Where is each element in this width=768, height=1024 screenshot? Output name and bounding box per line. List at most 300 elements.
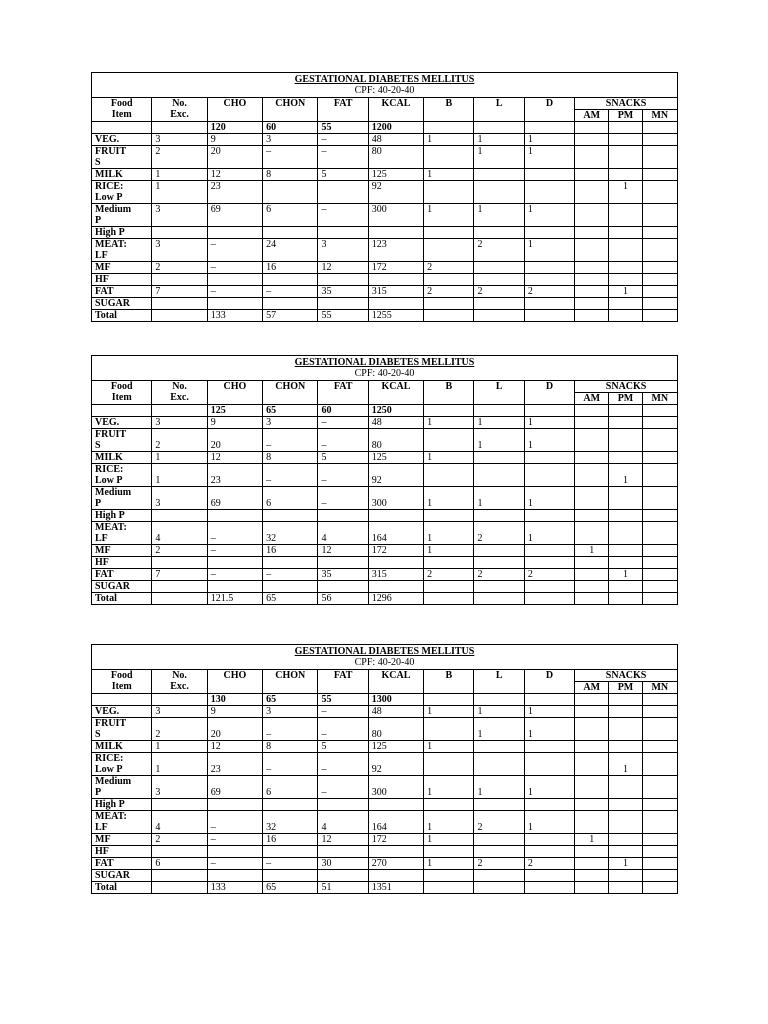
exc-cell: 1 bbox=[152, 181, 207, 204]
table-row bbox=[92, 811, 678, 834]
kcal-cell: 270 bbox=[368, 858, 423, 870]
cho-cell: 12 bbox=[207, 169, 262, 181]
chon-cell bbox=[263, 557, 318, 569]
pm-cell bbox=[609, 870, 642, 882]
b-cell bbox=[424, 310, 474, 322]
am-cell bbox=[575, 799, 609, 811]
fat-cell: 12 bbox=[318, 545, 368, 557]
l-cell: 2 bbox=[474, 522, 524, 545]
mn-cell bbox=[642, 239, 677, 262]
table-row bbox=[92, 227, 678, 239]
b-cell bbox=[424, 846, 474, 858]
kcal-cell bbox=[368, 846, 423, 858]
table-row bbox=[92, 870, 678, 882]
header-no-exc: No. Exc. bbox=[152, 381, 207, 405]
target-blank bbox=[575, 694, 609, 706]
header-lunch: L bbox=[474, 670, 524, 694]
d-cell: 1 bbox=[524, 417, 574, 429]
kcal-cell: 172 bbox=[368, 262, 423, 274]
table-row bbox=[92, 718, 678, 741]
cho-cell: 133 bbox=[207, 882, 262, 894]
exc-cell: 3 bbox=[152, 706, 207, 718]
target-blank bbox=[524, 405, 574, 417]
total-label: Total bbox=[92, 593, 152, 605]
exc-cell: 2 bbox=[152, 718, 207, 741]
chon-cell: 3 bbox=[263, 706, 318, 718]
fat-cell: – bbox=[318, 776, 368, 799]
kcal-cell bbox=[368, 227, 423, 239]
kcal-cell: 315 bbox=[368, 569, 423, 581]
kcal-cell: 80 bbox=[368, 718, 423, 741]
target-kcal: 1200 bbox=[368, 122, 423, 134]
l-cell: 2 bbox=[474, 239, 524, 262]
chon-cell: 16 bbox=[263, 545, 318, 557]
food-item-cell: High P bbox=[92, 799, 152, 811]
am-cell bbox=[575, 262, 609, 274]
b-cell: 1 bbox=[424, 741, 474, 753]
target-blank bbox=[152, 405, 207, 417]
am-cell bbox=[575, 753, 609, 776]
table-row bbox=[92, 776, 678, 799]
kcal-cell: 315 bbox=[368, 286, 423, 298]
exc-cell: 2 bbox=[152, 834, 207, 846]
cho-cell bbox=[207, 510, 262, 522]
b-cell: 2 bbox=[424, 569, 474, 581]
kcal-cell bbox=[368, 799, 423, 811]
total-label: Total bbox=[92, 310, 152, 322]
l-cell bbox=[474, 834, 524, 846]
d-cell bbox=[524, 464, 574, 487]
target-blank bbox=[152, 122, 207, 134]
cho-cell: 12 bbox=[207, 741, 262, 753]
exc-cell bbox=[152, 298, 207, 310]
total-row bbox=[92, 882, 678, 894]
exc-cell: 3 bbox=[152, 487, 207, 510]
mn-cell bbox=[642, 799, 677, 811]
chon-cell bbox=[263, 227, 318, 239]
header-fat: FAT bbox=[318, 98, 368, 122]
food-item-cell: MEAT: LF bbox=[92, 239, 152, 262]
mn-cell bbox=[642, 487, 677, 510]
kcal-cell bbox=[368, 557, 423, 569]
header-dinner: D bbox=[524, 381, 574, 405]
exc-cell: 1 bbox=[152, 452, 207, 464]
kcal-cell: 1351 bbox=[368, 882, 423, 894]
chon-cell: 6 bbox=[263, 487, 318, 510]
fat-cell: – bbox=[318, 134, 368, 146]
b-cell: 1 bbox=[424, 204, 474, 227]
mn-cell bbox=[642, 593, 677, 605]
food-item-cell: HF bbox=[92, 274, 152, 286]
b-cell: 2 bbox=[424, 262, 474, 274]
b-cell bbox=[424, 753, 474, 776]
exc-cell bbox=[152, 557, 207, 569]
fat-cell: – bbox=[318, 718, 368, 741]
kcal-cell: 164 bbox=[368, 522, 423, 545]
exc-cell bbox=[152, 510, 207, 522]
chon-cell: 8 bbox=[263, 169, 318, 181]
chon-cell: 32 bbox=[263, 522, 318, 545]
b-cell bbox=[424, 581, 474, 593]
l-cell: 2 bbox=[474, 569, 524, 581]
l-cell: 2 bbox=[474, 858, 524, 870]
fat-cell: 51 bbox=[318, 882, 368, 894]
exc-cell: 7 bbox=[152, 569, 207, 581]
header-chon: CHON bbox=[263, 670, 318, 694]
header-kcal: KCAL bbox=[368, 381, 423, 405]
chon-cell bbox=[263, 870, 318, 882]
chon-cell bbox=[263, 274, 318, 286]
l-cell bbox=[474, 882, 524, 894]
am-cell bbox=[575, 464, 609, 487]
fat-cell: 3 bbox=[318, 239, 368, 262]
fat-cell: – bbox=[318, 146, 368, 169]
exc-cell bbox=[152, 593, 207, 605]
fat-cell bbox=[318, 870, 368, 882]
cho-cell: 69 bbox=[207, 204, 262, 227]
pm-cell bbox=[609, 557, 642, 569]
l-cell: 1 bbox=[474, 429, 524, 452]
food-item-cell: FRUIT S bbox=[92, 429, 152, 452]
cho-cell: 9 bbox=[207, 134, 262, 146]
d-cell bbox=[524, 882, 574, 894]
d-cell bbox=[524, 181, 574, 204]
kcal-cell bbox=[368, 581, 423, 593]
pm-cell bbox=[609, 204, 642, 227]
d-cell bbox=[524, 557, 574, 569]
exc-cell: 1 bbox=[152, 741, 207, 753]
header-breakfast: B bbox=[424, 670, 474, 694]
mn-cell bbox=[642, 882, 677, 894]
pm-cell: 1 bbox=[609, 464, 642, 487]
header-food-item: Food Item bbox=[92, 381, 152, 405]
l-cell: 1 bbox=[474, 146, 524, 169]
food-item-cell: MILK bbox=[92, 741, 152, 753]
am-cell bbox=[575, 557, 609, 569]
mn-cell bbox=[642, 464, 677, 487]
chon-cell: 6 bbox=[263, 204, 318, 227]
b-cell bbox=[424, 882, 474, 894]
header-cho: CHO bbox=[207, 381, 262, 405]
b-cell: 2 bbox=[424, 286, 474, 298]
pm-cell: 1 bbox=[609, 181, 642, 204]
table-row bbox=[92, 858, 678, 870]
l-cell bbox=[474, 298, 524, 310]
kcal-cell: 300 bbox=[368, 487, 423, 510]
kcal-cell: 164 bbox=[368, 811, 423, 834]
l-cell bbox=[474, 545, 524, 557]
exc-cell bbox=[152, 274, 207, 286]
mn-cell bbox=[642, 510, 677, 522]
b-cell bbox=[424, 227, 474, 239]
target-kcal: 1250 bbox=[368, 405, 423, 417]
mn-cell bbox=[642, 776, 677, 799]
chon-cell: – bbox=[263, 146, 318, 169]
food-item-cell: SUGAR bbox=[92, 298, 152, 310]
exc-cell: 3 bbox=[152, 204, 207, 227]
b-cell bbox=[424, 557, 474, 569]
l-cell: 2 bbox=[474, 286, 524, 298]
d-cell: 1 bbox=[524, 811, 574, 834]
am-cell bbox=[575, 870, 609, 882]
l-cell: 1 bbox=[474, 487, 524, 510]
mn-cell bbox=[642, 274, 677, 286]
d-cell bbox=[524, 870, 574, 882]
l-cell bbox=[474, 452, 524, 464]
am-cell bbox=[575, 858, 609, 870]
table-title: GESTATIONAL DIABETES MELLITUS bbox=[92, 73, 678, 86]
b-cell bbox=[424, 181, 474, 204]
pm-cell bbox=[609, 846, 642, 858]
l-cell bbox=[474, 593, 524, 605]
kcal-cell: 172 bbox=[368, 834, 423, 846]
target-cho: 120 bbox=[207, 122, 262, 134]
am-cell bbox=[575, 706, 609, 718]
header-snacks: SNACKS bbox=[575, 381, 678, 393]
kcal-cell: 48 bbox=[368, 417, 423, 429]
cho-cell bbox=[207, 846, 262, 858]
mn-cell bbox=[642, 298, 677, 310]
mn-cell bbox=[642, 146, 677, 169]
d-cell bbox=[524, 510, 574, 522]
food-item-cell: FAT bbox=[92, 569, 152, 581]
target-chon: 65 bbox=[263, 405, 318, 417]
cho-cell: 69 bbox=[207, 776, 262, 799]
mn-cell bbox=[642, 706, 677, 718]
exc-cell: 1 bbox=[152, 753, 207, 776]
mn-cell bbox=[642, 286, 677, 298]
am-cell bbox=[575, 593, 609, 605]
header-breakfast: B bbox=[424, 381, 474, 405]
pm-cell bbox=[609, 310, 642, 322]
fat-cell: 5 bbox=[318, 452, 368, 464]
target-blank bbox=[474, 122, 524, 134]
exc-cell bbox=[152, 799, 207, 811]
chon-cell: – bbox=[263, 569, 318, 581]
target-cho: 130 bbox=[207, 694, 262, 706]
chon-cell: 8 bbox=[263, 741, 318, 753]
cho-cell bbox=[207, 557, 262, 569]
b-cell bbox=[424, 274, 474, 286]
l-cell: 1 bbox=[474, 417, 524, 429]
cho-cell: – bbox=[207, 522, 262, 545]
d-cell: 2 bbox=[524, 286, 574, 298]
cho-cell bbox=[207, 274, 262, 286]
table-row bbox=[92, 569, 678, 581]
l-cell: 1 bbox=[474, 134, 524, 146]
exc-cell: 1 bbox=[152, 464, 207, 487]
kcal-cell: 1255 bbox=[368, 310, 423, 322]
am-cell bbox=[575, 811, 609, 834]
b-cell bbox=[424, 146, 474, 169]
chon-cell: 3 bbox=[263, 134, 318, 146]
d-cell: 1 bbox=[524, 776, 574, 799]
l-cell bbox=[474, 274, 524, 286]
l-cell bbox=[474, 181, 524, 204]
cho-cell: – bbox=[207, 811, 262, 834]
cho-cell bbox=[207, 870, 262, 882]
table-row bbox=[92, 522, 678, 545]
b-cell: 1 bbox=[424, 706, 474, 718]
cho-cell: 9 bbox=[207, 417, 262, 429]
table-row bbox=[92, 286, 678, 298]
b-cell: 1 bbox=[424, 522, 474, 545]
chon-cell bbox=[263, 846, 318, 858]
meal-plan-table bbox=[91, 72, 678, 322]
am-cell: 1 bbox=[575, 834, 609, 846]
kcal-cell: 125 bbox=[368, 169, 423, 181]
exc-cell bbox=[152, 846, 207, 858]
pm-cell bbox=[609, 429, 642, 452]
header-cho: CHO bbox=[207, 98, 262, 122]
exc-cell: 1 bbox=[152, 169, 207, 181]
cho-cell: 23 bbox=[207, 464, 262, 487]
food-item-cell: MF bbox=[92, 545, 152, 557]
cho-cell: 20 bbox=[207, 429, 262, 452]
food-item-cell: FAT bbox=[92, 286, 152, 298]
d-cell: 1 bbox=[524, 134, 574, 146]
chon-cell bbox=[263, 298, 318, 310]
d-cell bbox=[524, 298, 574, 310]
mn-cell bbox=[642, 569, 677, 581]
cho-cell: – bbox=[207, 239, 262, 262]
chon-cell: 3 bbox=[263, 417, 318, 429]
header-no-exc: No. Exc. bbox=[152, 670, 207, 694]
d-cell: 1 bbox=[524, 204, 574, 227]
header-cho: CHO bbox=[207, 670, 262, 694]
d-cell bbox=[524, 593, 574, 605]
am-cell bbox=[575, 581, 609, 593]
d-cell: 2 bbox=[524, 858, 574, 870]
pm-cell: 1 bbox=[609, 286, 642, 298]
table-row bbox=[92, 464, 678, 487]
b-cell: 1 bbox=[424, 417, 474, 429]
chon-cell: 6 bbox=[263, 776, 318, 799]
kcal-cell bbox=[368, 510, 423, 522]
fat-cell bbox=[318, 557, 368, 569]
am-cell bbox=[575, 510, 609, 522]
food-item-cell: Medium P bbox=[92, 487, 152, 510]
chon-cell: 32 bbox=[263, 811, 318, 834]
b-cell bbox=[424, 870, 474, 882]
table-row bbox=[92, 239, 678, 262]
fat-cell: 12 bbox=[318, 834, 368, 846]
food-item-cell: HF bbox=[92, 846, 152, 858]
table-row bbox=[92, 834, 678, 846]
table-row bbox=[92, 204, 678, 227]
chon-cell: 16 bbox=[263, 834, 318, 846]
target-blank bbox=[642, 405, 677, 417]
kcal-cell: 300 bbox=[368, 204, 423, 227]
header-fat: FAT bbox=[318, 381, 368, 405]
pm-cell bbox=[609, 593, 642, 605]
fat-cell: 5 bbox=[318, 169, 368, 181]
cho-cell: – bbox=[207, 858, 262, 870]
meal-plan-table bbox=[91, 355, 678, 605]
total-row bbox=[92, 310, 678, 322]
cho-cell: 23 bbox=[207, 753, 262, 776]
kcal-cell: 80 bbox=[368, 146, 423, 169]
l-cell bbox=[474, 799, 524, 811]
fat-cell: 56 bbox=[318, 593, 368, 605]
target-fat: 60 bbox=[318, 405, 368, 417]
pm-cell: 1 bbox=[609, 569, 642, 581]
mn-cell bbox=[642, 204, 677, 227]
mn-cell bbox=[642, 846, 677, 858]
header-food-item: Food Item bbox=[92, 98, 152, 122]
pm-cell bbox=[609, 811, 642, 834]
chon-cell: – bbox=[263, 429, 318, 452]
chon-cell: – bbox=[263, 464, 318, 487]
cho-cell bbox=[207, 581, 262, 593]
d-cell bbox=[524, 581, 574, 593]
d-cell: 2 bbox=[524, 569, 574, 581]
food-item-cell: VEG. bbox=[92, 134, 152, 146]
d-cell bbox=[524, 169, 574, 181]
exc-cell: 3 bbox=[152, 239, 207, 262]
food-item-cell: FRUIT S bbox=[92, 718, 152, 741]
food-item-cell: RICE: Low P bbox=[92, 753, 152, 776]
mn-cell bbox=[642, 227, 677, 239]
target-blank bbox=[524, 122, 574, 134]
target-row bbox=[92, 405, 678, 417]
fat-cell bbox=[318, 581, 368, 593]
pm-cell bbox=[609, 776, 642, 799]
l-cell bbox=[474, 846, 524, 858]
mn-cell bbox=[642, 169, 677, 181]
exc-cell: 2 bbox=[152, 429, 207, 452]
l-cell bbox=[474, 464, 524, 487]
b-cell: 1 bbox=[424, 776, 474, 799]
header-breakfast: B bbox=[424, 98, 474, 122]
b-cell: 1 bbox=[424, 487, 474, 510]
b-cell bbox=[424, 429, 474, 452]
pm-cell bbox=[609, 146, 642, 169]
b-cell: 1 bbox=[424, 169, 474, 181]
header-snacks: SNACKS bbox=[575, 670, 678, 682]
b-cell bbox=[424, 799, 474, 811]
fat-cell: – bbox=[318, 464, 368, 487]
target-blank bbox=[424, 405, 474, 417]
b-cell: 1 bbox=[424, 811, 474, 834]
d-cell bbox=[524, 753, 574, 776]
fat-cell: 35 bbox=[318, 569, 368, 581]
cho-cell: 20 bbox=[207, 718, 262, 741]
target-blank bbox=[424, 694, 474, 706]
header-lunch: L bbox=[474, 381, 524, 405]
fat-cell: – bbox=[318, 417, 368, 429]
am-cell bbox=[575, 181, 609, 204]
table-row bbox=[92, 581, 678, 593]
fat-cell: – bbox=[318, 204, 368, 227]
table-row bbox=[92, 799, 678, 811]
pm-cell bbox=[609, 169, 642, 181]
food-item-cell: High P bbox=[92, 227, 152, 239]
cho-cell: – bbox=[207, 834, 262, 846]
l-cell bbox=[474, 581, 524, 593]
target-blank bbox=[424, 122, 474, 134]
d-cell bbox=[524, 452, 574, 464]
header-lunch: L bbox=[474, 98, 524, 122]
fat-cell: 5 bbox=[318, 741, 368, 753]
mn-cell bbox=[642, 429, 677, 452]
chon-cell: 24 bbox=[263, 239, 318, 262]
cho-cell: 12 bbox=[207, 452, 262, 464]
target-kcal: 1300 bbox=[368, 694, 423, 706]
l-cell bbox=[474, 753, 524, 776]
mn-cell bbox=[642, 870, 677, 882]
pm-cell bbox=[609, 706, 642, 718]
